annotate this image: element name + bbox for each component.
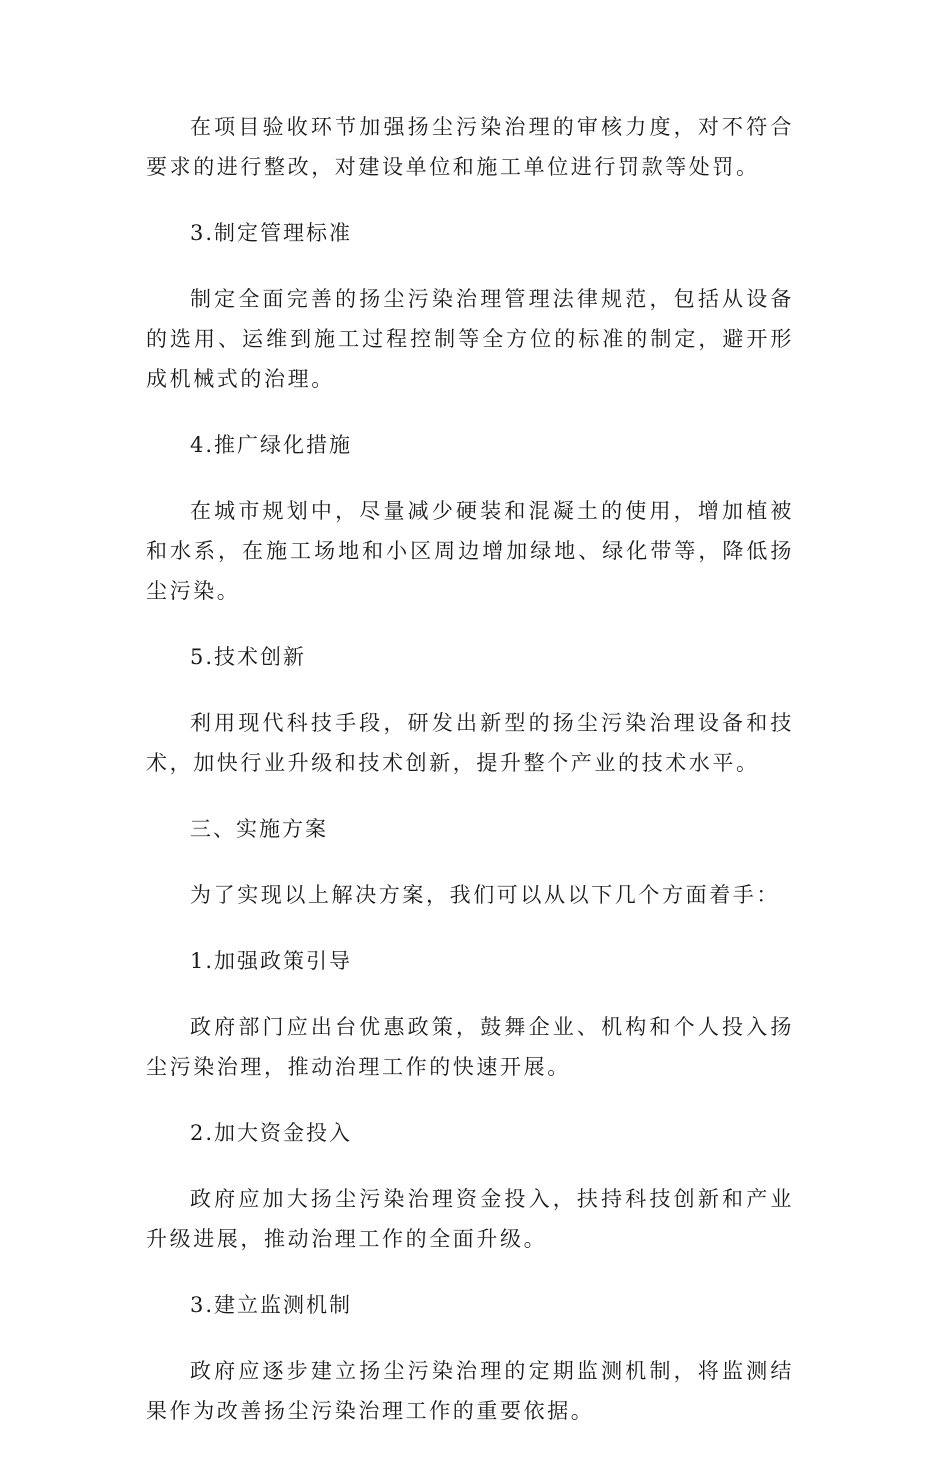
paragraph-management-standards: 制定全面完善的扬尘污染治理管理法律规范，包括从设备的选用、运维到施工过程控制等全方位的标准的制定，避开形成机械式的治理。 <box>146 287 794 391</box>
heading-funding-input: 2.加大资金投入 <box>190 1121 353 1145</box>
heading-management-standards: 3.制定管理标准 <box>190 221 353 245</box>
paragraph-monitoring-mechanism: 政府应逐步建立扬尘污染治理的定期监测机制，将监测结果作为改善扬尘污染治理工作的重要依据。 <box>146 1359 794 1423</box>
paragraph-acceptance-review: 在项目验收环节加强扬尘污染治理的审核力度，对不符合要求的进行整改，对建设单位和施工单位进行罚款等处罚。 <box>146 115 794 179</box>
heading-tech-innovation: 5.技术创新 <box>190 645 307 669</box>
paragraph-greening-measures: 在城市规划中，尽量减少硬装和混凝土的使用，增加植被和水系，在施工场地和小区周边增加绿地、绿化带等，降低扬尘污染。 <box>146 499 794 603</box>
heading-implementation-plan: 三、实施方案 <box>190 817 328 841</box>
heading-monitoring-mechanism: 3.建立监测机制 <box>190 1293 353 1317</box>
paragraph-funding-input: 政府应加大扬尘污染治理资金投入，扶持科技创新和产业升级进展，推动治理工作的全面升级。 <box>146 1187 794 1251</box>
paragraph-policy-guidance: 政府部门应出台优惠政策，鼓舞企业、机构和个人投入扬尘污染治理，推动治理工作的快速开展。 <box>146 1015 794 1079</box>
heading-policy-guidance: 1.加强政策引导 <box>190 949 353 973</box>
paragraph-implementation-intro: 为了实现以上解决方案，我们可以从以下几个方面着手： <box>190 883 780 907</box>
document-body <box>146 107 794 1457</box>
heading-greening-measures: 4.推广绿化措施 <box>190 433 353 457</box>
paragraph-tech-innovation: 利用现代科技手段，研发出新型的扬尘污染治理设备和技术，加快行业升级和技术创新，提升整个产业的技术水平。 <box>146 711 794 775</box>
